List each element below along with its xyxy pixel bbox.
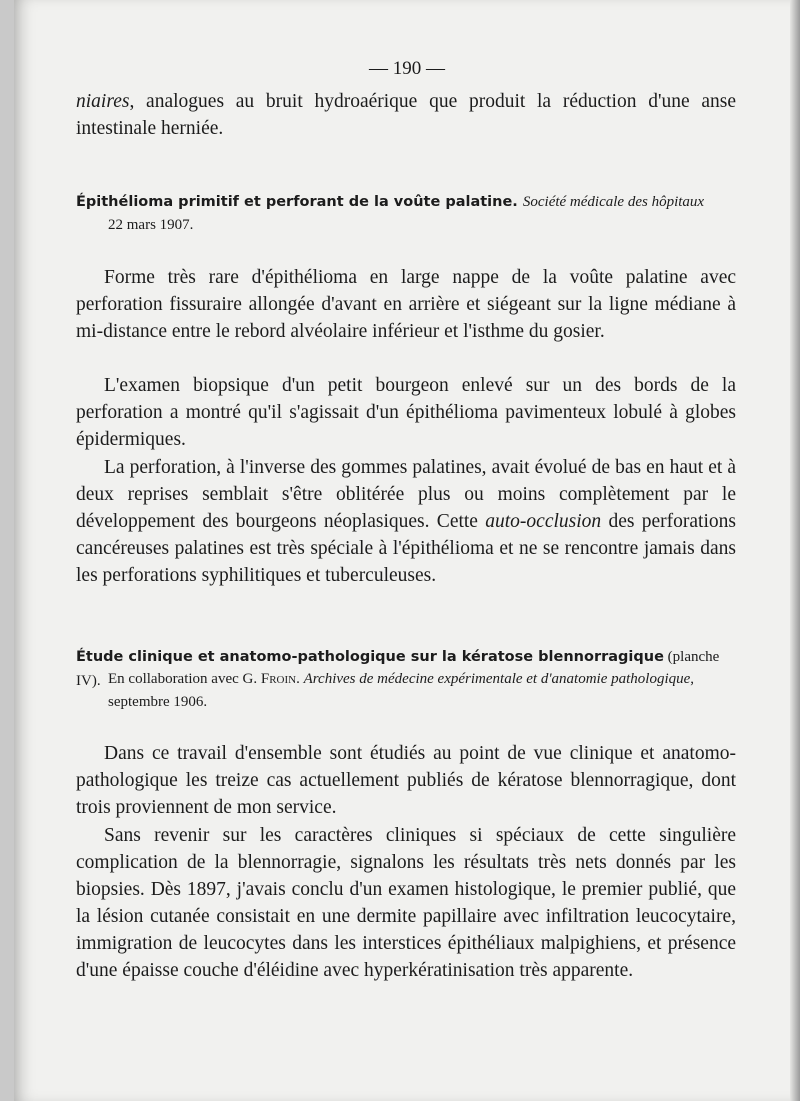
continued-word: niaires [76,91,130,112]
entry1-title: Épithélioma primitif et perforant de la voûte palatine. [76,194,518,210]
entry2-title-suffix: (planche IV). [76,649,720,689]
entry1-date: 22 mars 1907. [108,217,194,233]
entry1-paragraph-3 [76,454,736,589]
entry1-p3-text-a: La perforation, à l'inverse des gommes palatines, avait évolué de bas en haut et à deux reprises semblait s'être oblitérée plus ou moins complètement par le développement des bourgeons néoplasiques. Cette [76,457,736,532]
entry1-p3-text-b: des perforations cancéreuses palatines est très spéciale à l'épithélioma et ne se rencontre jamais dans les perforations syphilitiques et tuberculeuses. [76,511,736,586]
entry2-title: Étude clinique et anatomo-pathologique sur la kératose blennorragique [76,649,664,665]
book-page [14,0,800,1101]
entry1-p3-italic: auto-occlusion [485,511,602,532]
entry1-source: Société médicale des hôpitaux [522,194,705,210]
entry1-paragraph-2: L'examen biopsique d'un petit bourgeon enlevé sur un des bords de la perforation a montré qu'il s'agissait d'un épithélioma pavimenteux lobulé à globes épidermiques. [76,375,736,450]
entry2-collab-dot: . [296,671,304,687]
entry2-collab-prefix: En collaboration avec G. [108,671,261,687]
continued-text: , analogues au bruit hydroaérique que produit la réduction d'une anse intestinale herniée. [76,91,736,139]
entry2-reference [108,668,740,714]
entry2-paragraph-2: Sans revenir sur les caractères cliniques si spéciaux de cette singulière complication de la blennorragie, signalons les résultats très nets donnés par les biopsies. Dès 1897, j'avais conclu d'un examen histologique, le premier publié, que la lésion cutanée consistait en une dermite papillaire avec infiltration leucocytaire, immigration de leucocytes dans les interstices épithéliaux malpighiens, et présence d'une épaisse couche d'éléidine avec hyperkératinisation très apparente. [76,825,736,981]
entry2-paragraph-1: Dans ce travail d'ensemble sont étudiés au point de vue clinique et anatomo-pathologique les treize cas actuellement publiés de kératose blennorragique, dont trois proviennent de mon service. [76,743,736,818]
entry1-paragraph-1: Forme très rare d'épithélioma en large nappe de la voûte palatine avec perforation fissuraire allongée d'avant en arrière et siégeant sur la ligne médiane à mi-distance entre le rebord alvéolaire inférieur et l'isthme du gosier. [76,267,736,342]
continued-paragraph [76,88,736,142]
page-number: — 190 — [369,58,445,79]
entry2-journal-date: , septembre 1906. [108,671,695,710]
entry2-collab-name: Froin [260,671,297,687]
entry1-heading [76,190,740,214]
entry2-journal: Archives de médecine expérimentale et d'anatomie pathologique [303,671,691,687]
